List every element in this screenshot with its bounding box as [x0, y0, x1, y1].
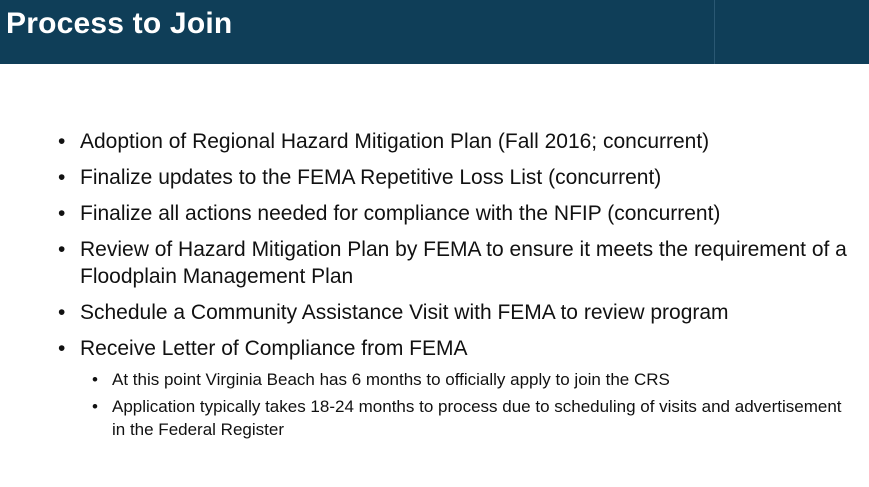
sub-bullet-item: [92, 368, 858, 391]
bullet-text: Finalize updates to the FEMA Repetitive Loss List (concurrent): [80, 166, 662, 189]
bullet-text: Adoption of Regional Hazard Mitigation Plan (Fall 2016; concurrent): [80, 130, 710, 153]
bullet-text: Review of Hazard Mitigation Plan by FEMA to ensure it meets the requirement of a Floodplain Management Plan: [80, 238, 847, 288]
sub-bullet-item: [92, 395, 858, 441]
bullet-item: [58, 299, 858, 326]
bullet-dot: •: [58, 337, 66, 360]
bullet-dot: •: [58, 166, 66, 189]
bullet-text: Receive Letter of Compliance from FEMA: [80, 337, 468, 360]
bullet-item: [58, 128, 858, 155]
sub-bullet-text: Application typically takes 18-24 months to process due to scheduling of visits and advertisement in the Federal Register: [112, 397, 842, 439]
bullet-dot: •: [58, 238, 66, 261]
bullet-text: Schedule a Community Assistance Visit with FEMA to review program: [80, 301, 729, 324]
bullet-text: Finalize all actions needed for compliance with the NFIP (concurrent): [80, 202, 721, 225]
sub-bullet-list: [92, 368, 858, 441]
bullet-item: [58, 164, 858, 191]
title-bar-divider: [714, 0, 715, 64]
sub-bullet-dot: •: [92, 370, 98, 389]
bullet-list: [58, 128, 858, 445]
bullet-dot: •: [58, 301, 66, 324]
bullet-item: [58, 200, 858, 227]
slide-title: Process to Join: [6, 7, 233, 40]
bullet-dot: •: [58, 202, 66, 225]
bullet-item: [58, 236, 858, 290]
sub-bullet-dot: •: [92, 397, 98, 416]
sub-bullet-text: At this point Virginia Beach has 6 months to officially apply to join the CRS: [112, 370, 670, 389]
bullet-dot: •: [58, 130, 66, 153]
title-bar: [0, 0, 869, 64]
bullet-item: [58, 335, 858, 362]
